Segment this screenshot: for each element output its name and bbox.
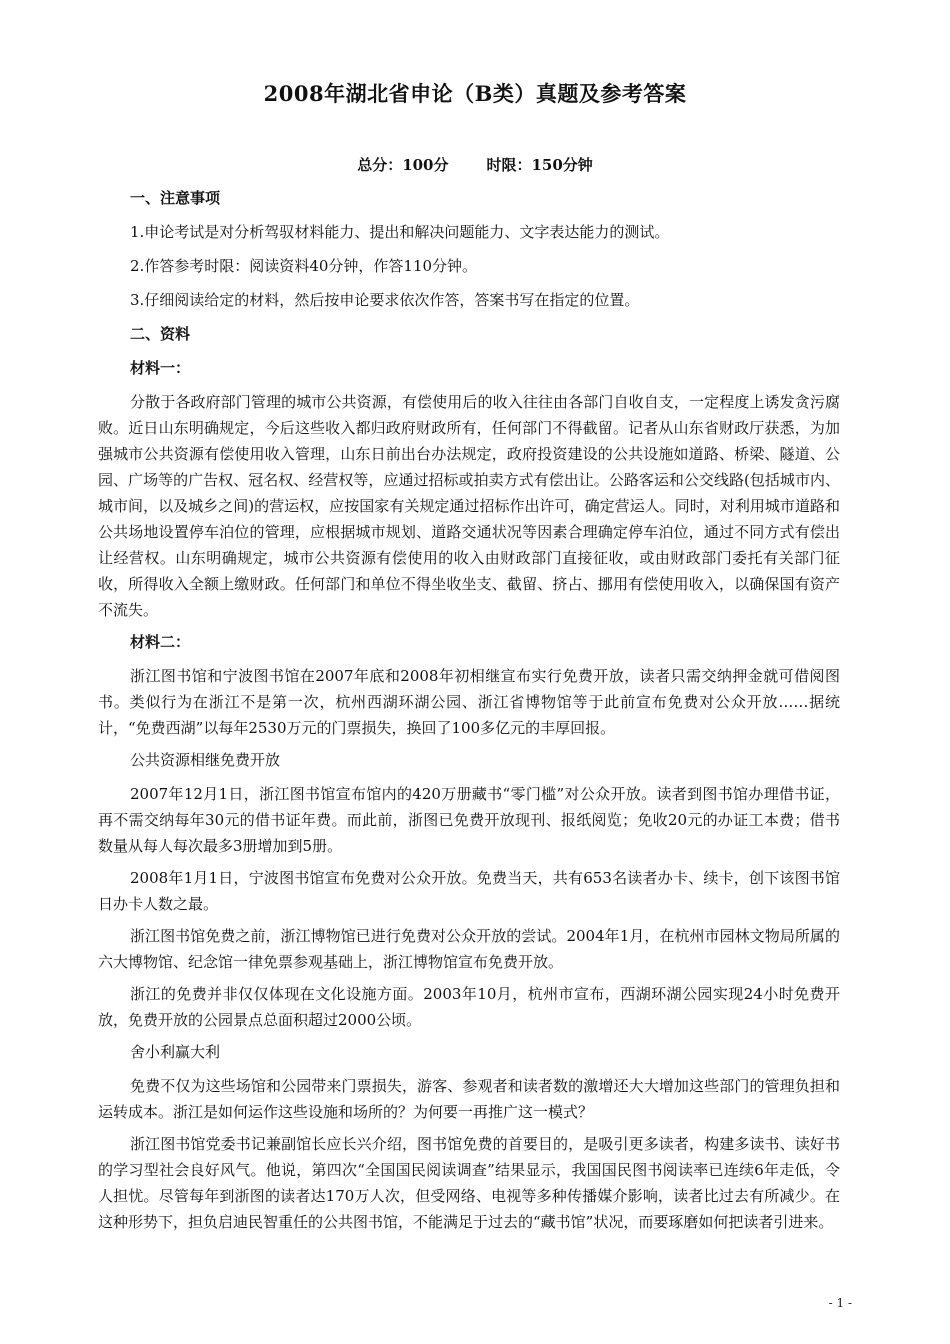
note-item: 2.作答参考时限：阅读资料40分钟，作答110分钟。 — [130, 257, 478, 275]
note-item: 3.仔细阅读给定的材料，然后按申论要求依次作答，答案书写在指定的位置。 — [130, 291, 640, 309]
section-heading-materials: 二、资料 — [130, 325, 191, 343]
material-two-heading: 材料二： — [130, 633, 191, 651]
exam-meta — [0, 154, 950, 175]
material-two-paragraph: 浙江的免费并非仅仅体现在文化设施方面。2003年10月，杭州市宣布，西湖环湖公园实现24小时免费开放，免费开放的公园景点总面积超过2000公顷。 — [98, 985, 840, 1029]
material-two-subheading: 公共资源相继免费开放 — [130, 751, 281, 769]
material-two-paragraph: 浙江图书馆和宁波图书馆在2007年底和2008年初相继宣布实行免费开放，读者只需交纳押金就可借阅图书。类似行为在浙江不是第一次，杭州西湖环湖公园、浙江省博物馆等于此前宣布免费对公众开放……据统计，“免费西湖”以每年2530万元的门票损失，换回了100多亿元的丰厚回报。 — [98, 667, 840, 737]
material-two-paragraph: 浙江图书馆党委书记兼副馆长应长兴介绍，图书馆免费的首要目的，是吸引更多读者，构建多读书、读好书的学习型社会良好风气。他说，第四次“全国国民阅读调查”结果显示，我国国民图书阅读率已连续6年走低，令人担忧。尽管每年到浙图的读者达170万人次，但受网络、电视等多种传播媒介影响，读者比过去有所减少。在这种形势下，担负启迪民智重任的公共图书馆，不能满足于过去的“藏书馆”状况，而要琢磨如何把读者引进来。 — [98, 1135, 840, 1231]
material-one-paragraph: 分散于各政府部门管理的城市公共资源，有偿使用后的收入往往由各部门自收自支，一定程度上诱发贪污腐败。近日山东明确规定，今后这些收入都归政府财政所有，任何部门不得截留。记者从山东省财政厅获悉，为加强城市公共资源有偿使用收入管理，山东日前出台办法规定，政府投资建设的公共设施如道路、桥梁、隧道、公园、广场等的广告权、冠名权、经营权等，应通过招标或拍卖方式有偿出让。公路客运和公交线路(包括城市内、城市间，以及城乡之间)的营运权，应按国家有关规定通过招标作出许可，确定营运人。同时，对利用城市道路和公共场地设置停车泊位的管理，应根据城市规划、道路交通状况等因素合理确定停车泊位，通过不同方式有偿出让经营权。山东明确规定，城市公共资源有偿使用的收入由财政部门直接征收，或由财政部门委托有关部门征收，所得收入全额上缴财政。任何部门和单位不得坐收坐支、截留、挤占、挪用有偿使用收入，以确保国有资产不流失。 — [98, 393, 840, 619]
time-limit: 时限：150分钟 — [486, 156, 593, 174]
material-one-heading: 材料一： — [130, 359, 191, 377]
section-heading-notes: 一、注意事项 — [130, 189, 221, 207]
page-number: - 1 - — [828, 1296, 852, 1310]
material-two-paragraph: 2007年12月1日，浙江图书馆宣布馆内的420万册藏书“零门槛”对公众开放。读者到图书馆办理借书证，再不需交纳每年30元的借书证年费。而此前，浙图已免费开放现刊、报纸阅览；免收20元的办证工本费；借书数量从每人每次最多3册增加到5册。 — [98, 785, 840, 855]
material-two-paragraph: 免费不仅为这些场馆和公园带来门票损失，游客、参观者和读者数的激增还大大增加这些部门的管理负担和运转成本。浙江是如何运作这些设施和场所的？为何要一再推广这一模式？ — [98, 1077, 840, 1121]
note-item: 1.申论考试是对分析驾驭材料能力、提出和解决问题能力、文字表达能力的测试。 — [130, 223, 670, 241]
material-two-paragraph: 浙江图书馆免费之前，浙江博物馆已进行免费对公众开放的尝试。2004年1月，在杭州市园林文物局所属的六大博物馆、纪念馆一律免票参观基础上，浙江博物馆宣布免费开放。 — [98, 927, 840, 971]
total-score: 总分：100分 — [357, 156, 449, 174]
page-title: 2008年湖北省申论（B类）真题及参考答案 — [263, 81, 687, 106]
material-two-subheading: 舍小利赢大利 — [130, 1043, 221, 1061]
material-two-paragraph: 2008年1月1日，宁波图书馆宣布免费对公众开放。免费当天，共有653名读者办卡、续卡，创下该图书馆日办卡人数之最。 — [98, 869, 840, 913]
document-body — [98, 185, 840, 1241]
